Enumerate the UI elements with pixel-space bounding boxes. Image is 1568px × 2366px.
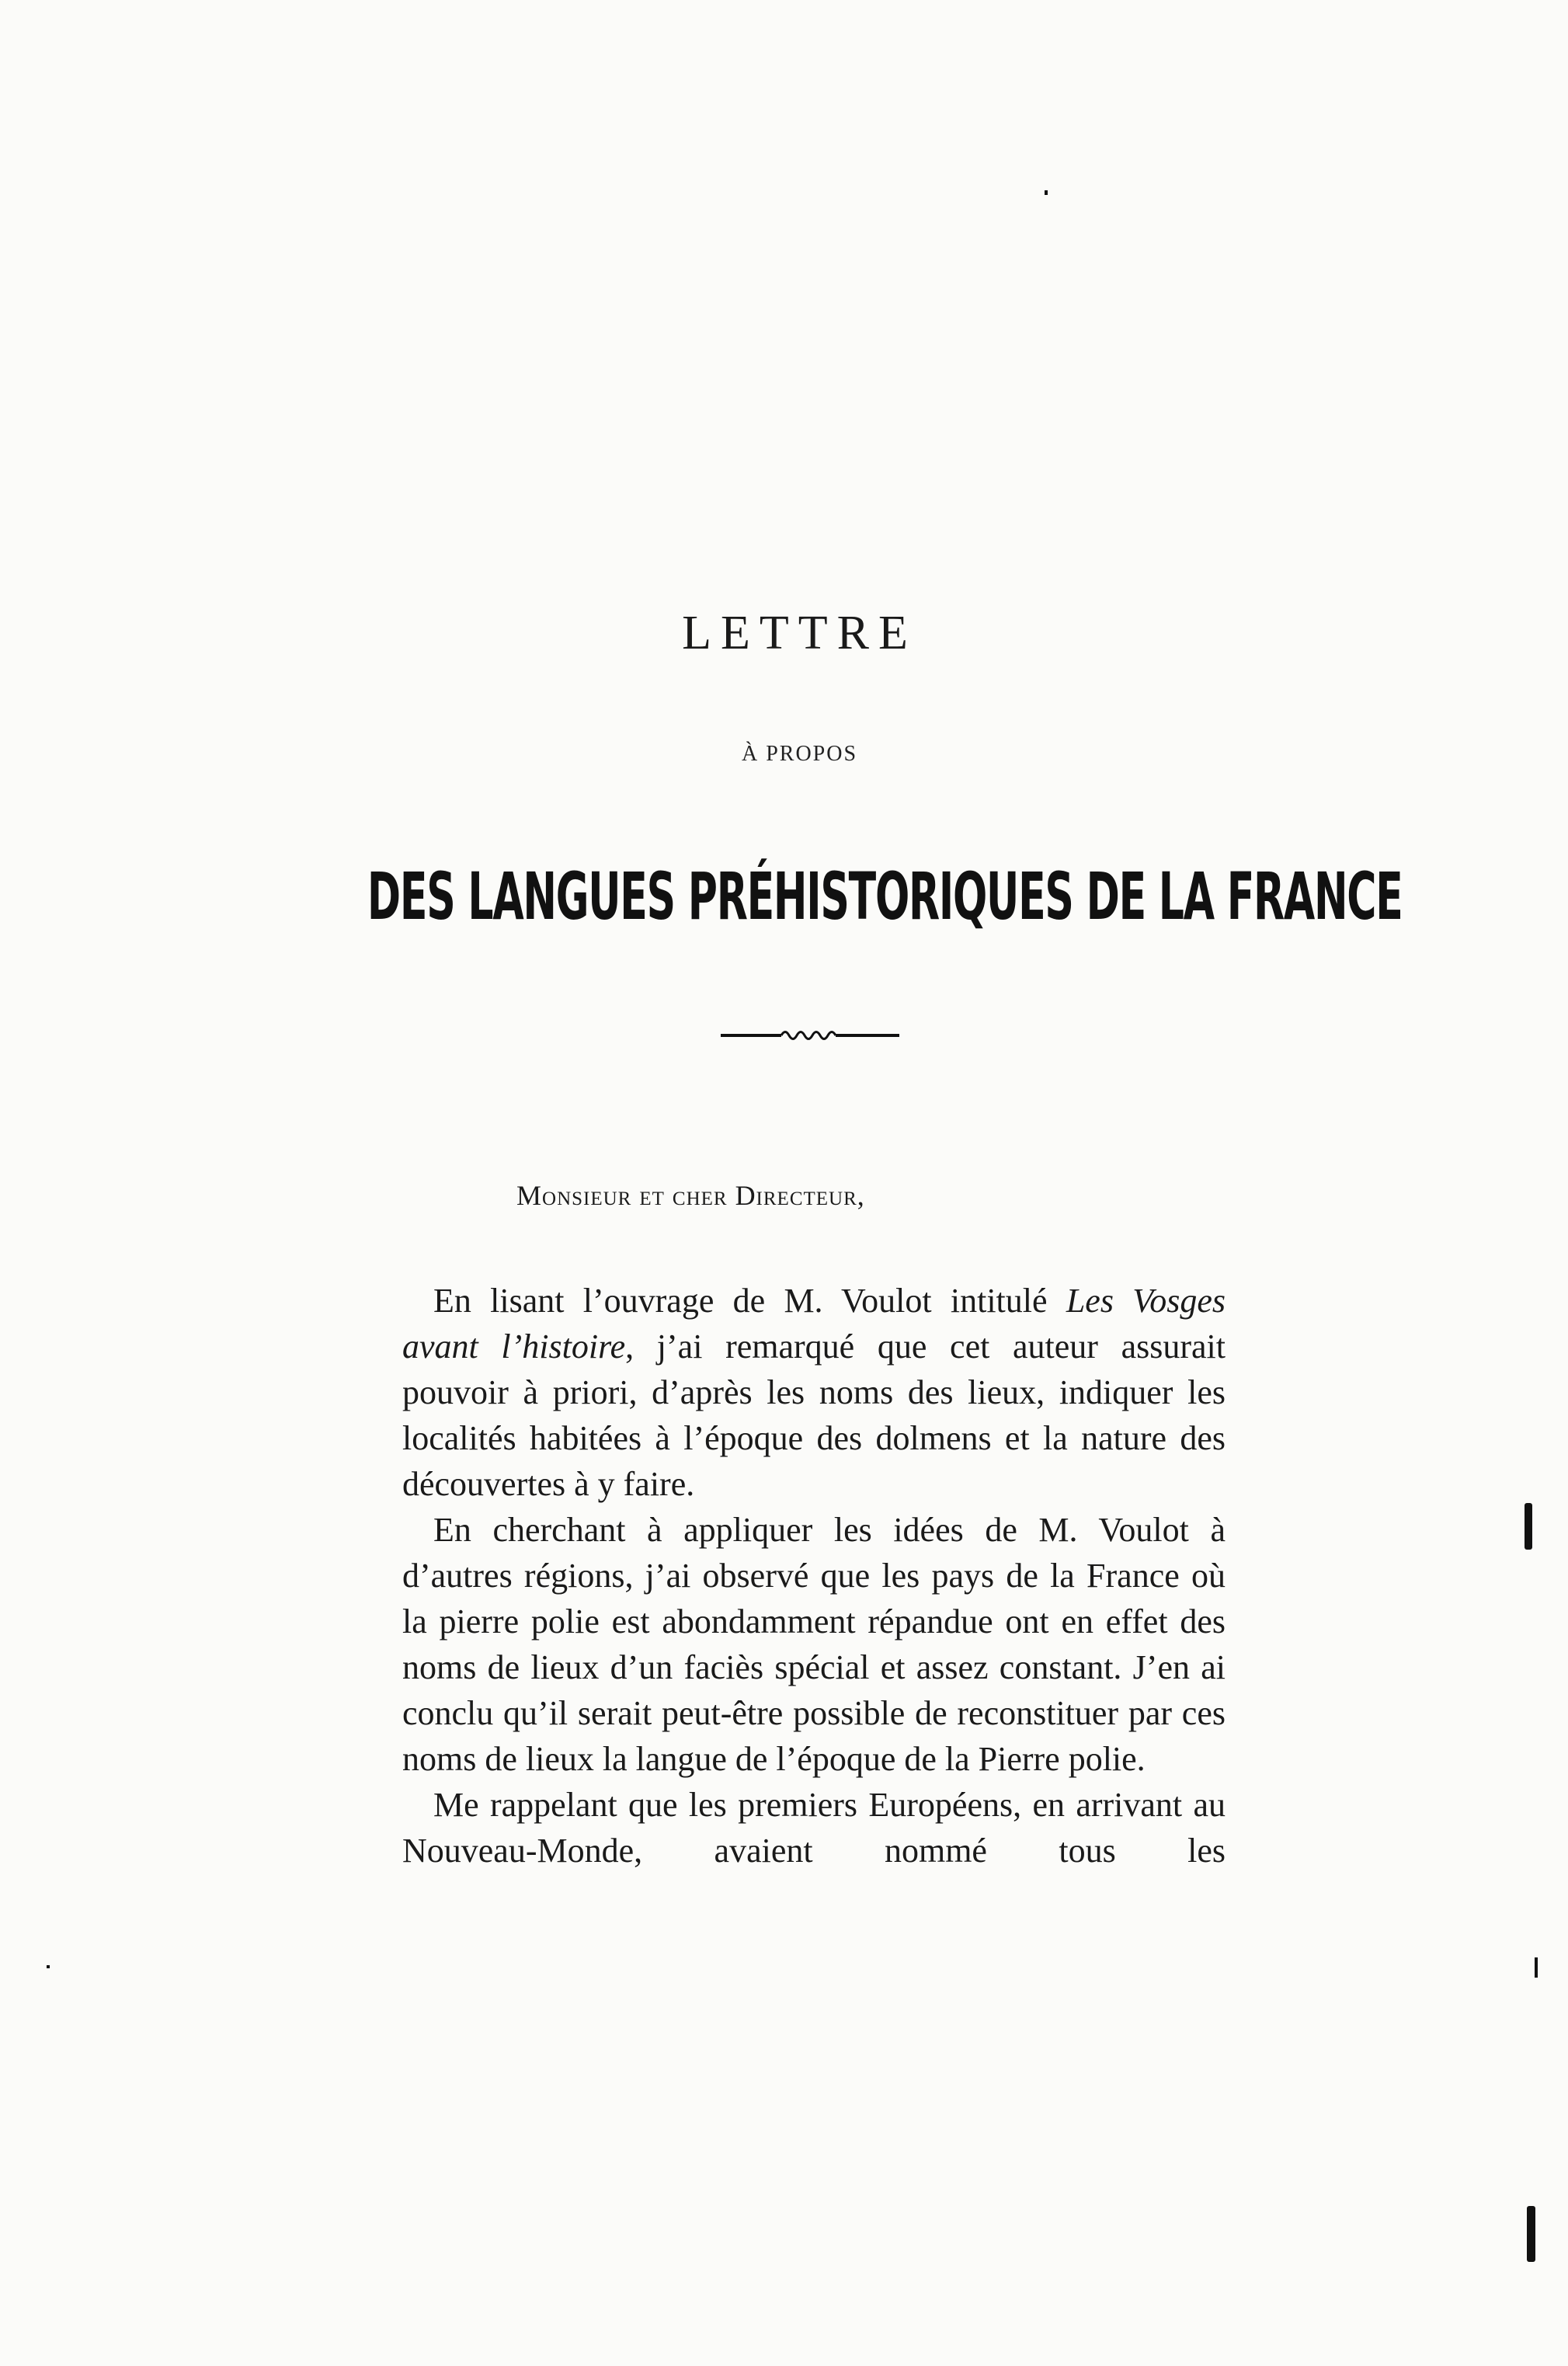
main-heading: DES LANGUES PRÉHISTORIQUES DE LA FRANCE	[367, 858, 1403, 934]
letter-body	[402, 1278, 1226, 1874]
margin-mark	[1527, 2206, 1535, 2262]
margin-mark	[1525, 1503, 1532, 1550]
ornament-divider-icon	[721, 1024, 899, 1047]
salutation: Monsieur et cher Directeur,	[516, 1180, 865, 1211]
speck	[1045, 190, 1048, 195]
paragraph-1: En lisant l’ouvrage de M. Voulot intitulé Les Vosges avant l’histoire, j’ai remarqué que cet auteur assurait pouvoir à priori, d’après les noms des lieux, indiquer les localités habitées à l’époque des dolmens et la nature des découvertes à y faire.	[402, 1282, 1226, 1503]
book-title: Les Vosges avant l’histoire	[402, 1282, 1226, 1366]
margin-mark	[1535, 1957, 1538, 1978]
paragraph-3: Me rappelant que les premiers Européens, en arrivant au Nouveau-Monde, avaient nommé tous les	[402, 1786, 1226, 1870]
letter-subtitle: À PROPOS	[741, 742, 858, 766]
letter-title: LETTRE	[682, 607, 917, 659]
speck	[47, 1965, 50, 1968]
paragraph-2: En cherchant à appliquer les idées de M. Voulot à d’autres régions, j’ai observé que les pays de la France où la pierre polie est abondamment répandue ont en effet des noms de lieux d’un faciès spécial et assez constant. J’en ai conclu qu’il serait peut-être possible de reconstituer par ces noms de lieux la langue de l’époque de la Pierre polie.	[402, 1511, 1226, 1778]
